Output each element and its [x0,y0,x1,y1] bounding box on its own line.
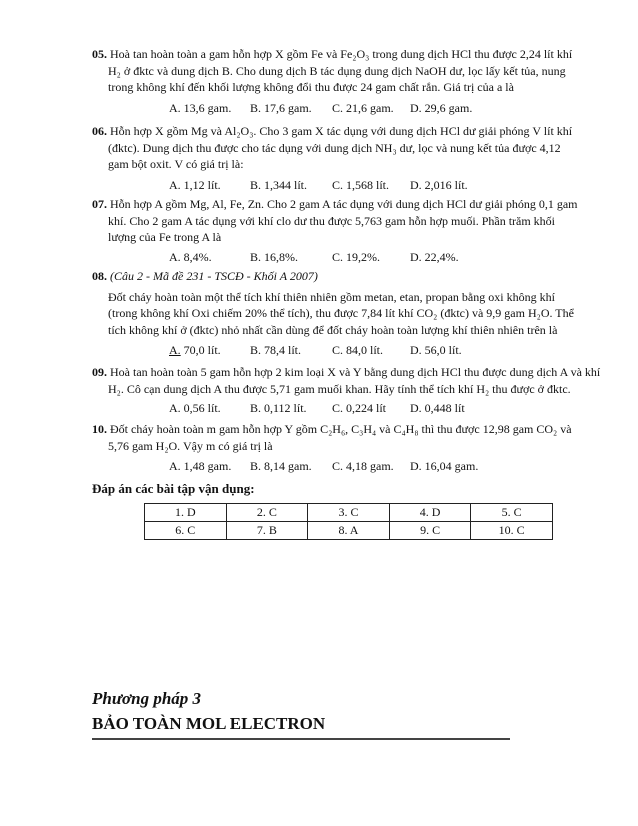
answer-cell: 4. D [389,504,471,522]
option-d: D. 16,04 gam. [410,459,479,473]
question-line: tích không khí ở (đktc) nhỏ nhất cần dùng để đốt cháy hoàn toàn lượng khí thiên nhiên trên là [108,322,558,337]
option-b: B. 17,6 gam. [250,101,312,115]
option-b: B. 78,4 lít. [250,343,302,357]
option-c: C. 1,568 lít. [332,178,390,192]
answer-cell: 1. D [145,504,227,522]
answers-table [144,503,553,540]
question-09 [92,364,612,397]
table-row [145,504,553,522]
method-title: Phương pháp 3 [92,689,202,708]
option-d: D. 29,6 gam. [410,101,473,115]
option-c: C. 0,224 lít [332,401,387,415]
question-line: trong không khí đến khối lượng không đổi thu được 24 gam chất rắn. Giá trị của a là [108,80,514,94]
option-a: A. 13,6 gam. [169,101,232,115]
question-line: Hoà tan hoàn toàn a gam hỗn hợp X gồm Fe và Fe₂O₃ trong dung dịch HCl thu được 2,24 lít khí [110,47,573,61]
table-row [145,522,553,540]
answer-cell: 5. C [471,504,553,522]
question-line: Hoà tan hoàn toàn 5 gam hỗn hợp 2 kim loại X và Y bằng dung dịch HCl thu được dung dịch A và khí [110,365,601,379]
question-line: 5,76 gam H₂O. Vậy m có giá trị là [108,438,273,453]
question-05 [92,46,612,96]
option-a: A. 0,56 lít. [169,401,221,415]
question-line: Hỗn hợp A gồm Mg, Al, Fe, Zn. Cho 2 gam A tác dụng với dung dịch HCl dư giải phóng 0,1 gam [110,197,578,211]
answer-cell: 2. C [226,504,308,522]
answer-cell: 7. B [226,522,308,540]
option-c: C. 84,0 lít. [332,343,384,357]
answer-cell: 9. C [389,522,471,540]
option-c: C. 21,6 gam. [332,101,394,115]
heading-rule [92,738,510,740]
option-b: B. 8,14 gam. [250,459,312,473]
question-number: 08. [92,269,107,283]
question-10 [92,421,612,454]
question-line: Hỗn hợp X gồm Mg và Al₂O₃. Cho 3 gam X tác dụng với dung dịch HCl dư giải phóng V lít khí [110,124,573,138]
question-number: 07. [92,197,107,211]
question-line: lượng của Fe trong A là [108,230,222,244]
option-d: D. 2,016 lít. [410,178,468,192]
question-line: gam bột oxit. V có giá trị là: [108,157,244,171]
question-line: Đốt cháy hoàn toàn m gam hỗn hợp Y gồm C₂H₆, C₃H₄ và C₄H₈ thì thu được 12,98 gam CO₂ và [110,422,572,436]
option-c: C. 19,2%. [332,250,380,264]
option-d: D. 56,0 lít. [410,343,462,357]
question-number: 09. [92,365,107,379]
answer-cell: 8. A [308,522,390,540]
option-b: B. 16,8%. [250,250,298,264]
option-a: A. 1,12 lít. [169,178,221,192]
option-a: A. 70,0 lít. [169,343,221,357]
question-06 [92,123,612,173]
question-line: H₂ ở đktc và dung dịch B. Cho dung dịch B tác dụng dung dịch NaOH dư, lọc lấy kết tủa, nung [108,63,566,78]
question-number: 06. [92,124,107,138]
option-d: D. 22,4%. [410,250,459,264]
question-07 [92,196,612,246]
option-d: D. 0,448 lít [410,401,465,415]
question-number: 05. [92,47,107,61]
question-source: (Câu 2 - Mã đề 231 - TSCĐ - Khối A 2007) [110,269,318,283]
answers-heading: Đáp án các bài tập vận dụng: [92,481,255,496]
question-line: Đốt cháy hoàn toàn một thể tích khí thiên nhiên gồm metan, etan, propan bằng oxi không khí [108,289,555,304]
option-b: B. 1,344 lít. [250,178,308,192]
question-number: 10. [92,422,107,436]
option-c: C. 4,18 gam. [332,459,394,473]
question-line: khí. Cho 2 gam A tác dụng với khí clo dư thu được 5,763 gam hỗn hợp muối. Phần trăm khối [108,213,556,228]
question-line: H₂. Cô cạn dung dịch A thu được 5,71 gam muối khan. Hãy tính thể tích khí H₂ thu được ở đktc. [108,381,571,396]
option-b: B. 0,112 lít. [250,401,307,415]
answer-cell: 6. C [145,522,227,540]
question-line: (trong không khí Oxi chiếm 20% thể tích), thu được 7,84 lít khí CO₂ (đktc) và 9,9 gam H₂O. Thể [108,306,574,320]
answer-cell: 10. C [471,522,553,540]
method-subtitle: BẢO TOÀN MOL ELECTRON [92,714,326,733]
answer-cell: 3. C [308,504,390,522]
option-a: A. 8,4%. [169,250,212,264]
option-a: A. 1,48 gam. [169,459,232,473]
question-line: (đktc). Dung dịch thu được cho tác dụng với dung dịch NH₃ dư, lọc và nung kết tủa được 4,12 [108,140,561,155]
question-08 [92,268,612,338]
